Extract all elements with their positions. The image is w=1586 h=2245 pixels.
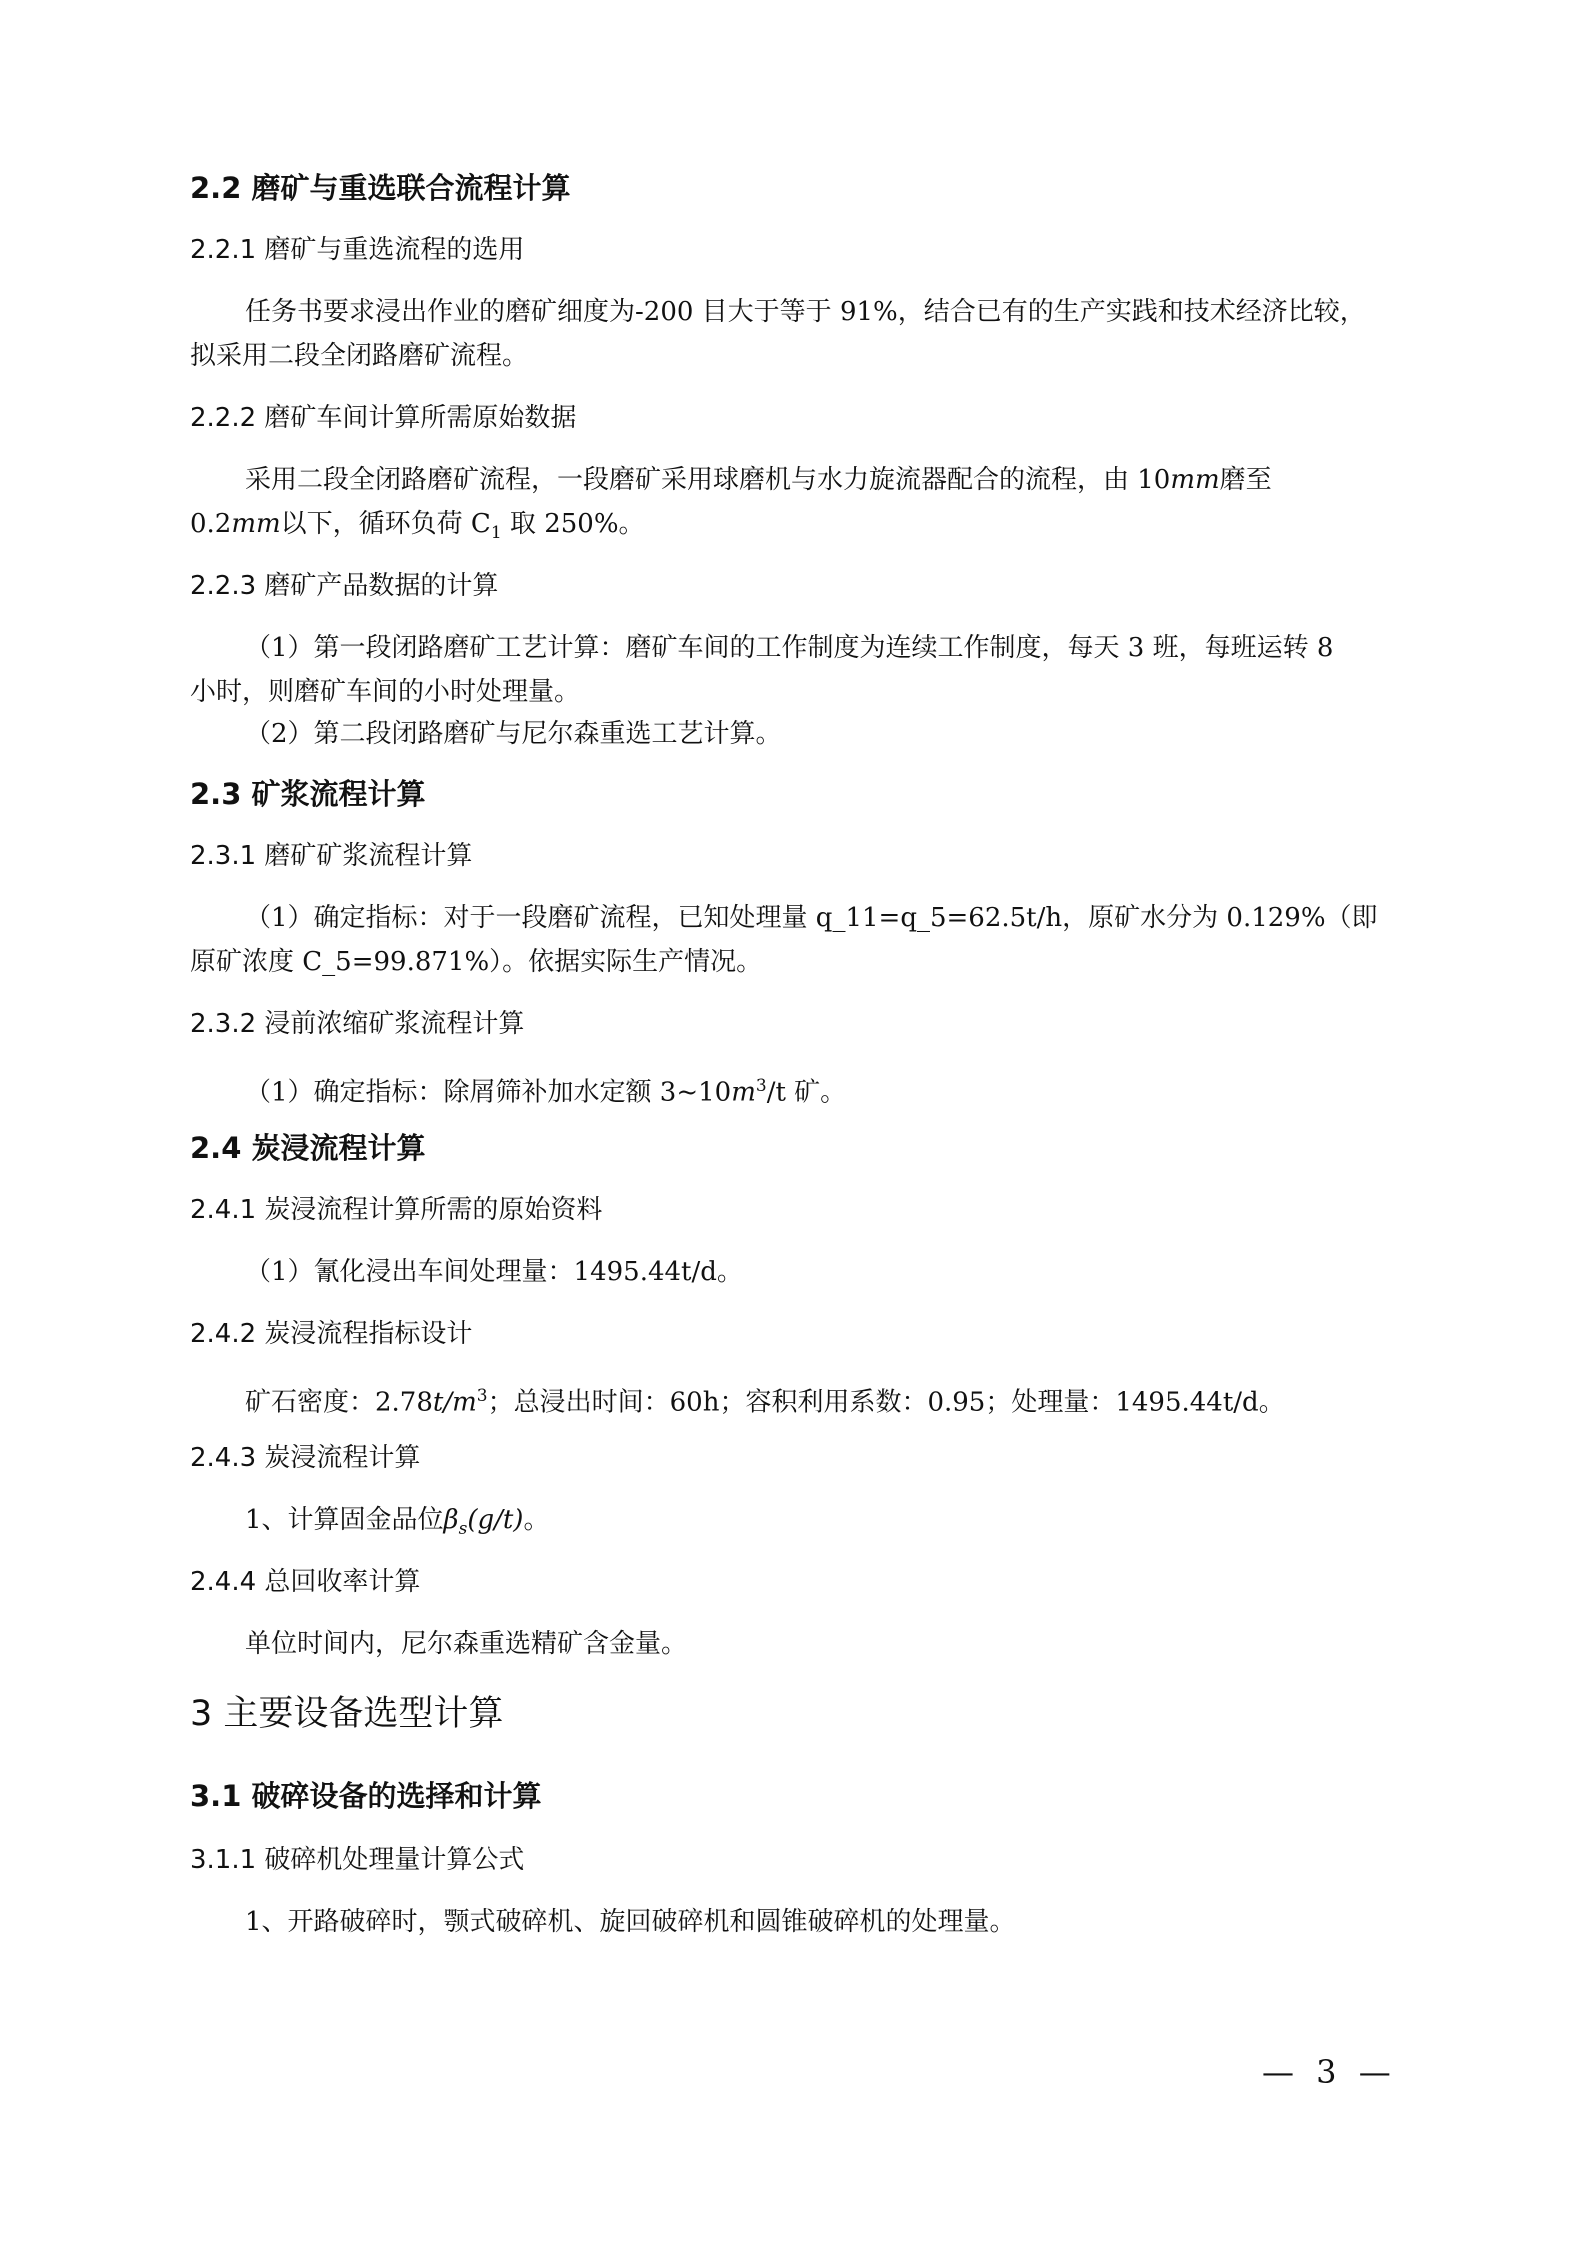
list-item-line2: 原矿浓度 C_5=99.871%）。依据实际生产情况。 (190, 947, 763, 977)
paragraph-2-2-2-line1 (245, 458, 1272, 502)
paragraph-2-2-1-line1: 任务书要求浸出作业的磨矿细度为-200 目大于等于 91%，结合已有的生产实践和技术经济比较， (245, 297, 1366, 327)
list-item: （1）氰化浸出车间处理量：1495.44t/d。 (245, 1257, 743, 1287)
list-item: 1、开路破碎时，颚式破碎机、旋回破碎机和圆锥破碎机的处理量。 (245, 1907, 1016, 1937)
subscript: 1 (490, 523, 502, 544)
text-segment: 采用二段全闭路磨矿流程，一段磨矿采用球磨机与水力旋流器配合的流程，由 10 (245, 465, 1171, 495)
text-segment: 0.2 (190, 509, 232, 539)
heading-2-3: 2.3 矿浆流程计算 (190, 777, 426, 811)
text-segment: 取 250%。 (501, 509, 645, 539)
text-segment: /t 矿。 (766, 1077, 847, 1108)
text-segment: 以下，循环负荷 C (280, 509, 491, 539)
text-segment: （1）确定指标：除屑筛补加水定额 3~10 (245, 1077, 732, 1108)
text-segment: 。 (523, 1505, 550, 1535)
list-item: （2）第二段闭路磨矿与尼尔森重选工艺计算。 (245, 719, 782, 749)
heading-2-2: 2.2 磨矿与重选联合流程计算 (190, 171, 571, 205)
list-item (245, 1498, 549, 1551)
list-item-line1: （1）第一段闭路磨矿工艺计算：磨矿车间的工作制度为连续工作制度，每天 3 班，每班运转 8 (245, 633, 1334, 663)
heading-2-4-3: 2.4.3 炭浸流程计算 (190, 1443, 421, 1473)
heading-2-4-1: 2.4.1 炭浸流程计算所需的原始资料 (190, 1195, 603, 1225)
text-segment: 矿石密度：2.78 (245, 1387, 433, 1418)
unit-g-per-t: (g/t) (467, 1505, 524, 1535)
text-segment: 磨至 (1219, 465, 1272, 495)
heading-3-1-1: 3.1.1 破碎机处理量计算公式 (190, 1845, 525, 1875)
symbol-beta: β (443, 1505, 459, 1535)
paragraph-2-2-2-line2 (190, 502, 645, 555)
heading-3-1: 3.1 破碎设备的选择和计算 (190, 1779, 542, 1813)
heading-3: 3 主要设备选型计算 (190, 1694, 504, 1734)
unit-mm: mm (231, 509, 281, 539)
list-item-line1: （1）确定指标：对于一段磨矿流程，已知处理量 q_11=q_5=62.5t/h，原矿水分为 0.129%（即 (245, 903, 1378, 933)
page-number: — 3 — (1262, 2053, 1397, 2091)
unit-mm: mm (1170, 465, 1220, 495)
text-segment: 1、计算固金品位 (245, 1505, 444, 1535)
superscript: 3 (755, 1076, 767, 1096)
heading-2-4-4: 2.4.4 总回收率计算 (190, 1567, 421, 1597)
heading-2-3-2: 2.3.2 浸前浓缩矿浆流程计算 (190, 1009, 525, 1039)
heading-2-2-2: 2.2.2 磨矿车间计算所需原始数据 (190, 403, 577, 433)
subscript: s (458, 1519, 468, 1540)
list-item-line2: 小时，则磨矿车间的小时处理量。 (190, 677, 581, 707)
heading-2-4: 2.4 炭浸流程计算 (190, 1131, 426, 1165)
list-item (245, 1064, 846, 1115)
heading-2-2-1: 2.2.1 磨矿与重选流程的选用 (190, 235, 525, 265)
heading-2-3-1: 2.3.1 磨矿矿浆流程计算 (190, 841, 473, 871)
unit-m: m (731, 1077, 756, 1108)
unit-t-per-m: t/m (432, 1387, 477, 1418)
paragraph-2-4-4: 单位时间内，尼尔森重选精矿含金量。 (245, 1629, 688, 1659)
text-segment: ；总浸出时间：60h；容积利用系数：0.95；处理量：1495.44t/d。 (487, 1387, 1285, 1418)
paragraph-2-4-2 (245, 1374, 1285, 1425)
heading-2-2-3: 2.2.3 磨矿产品数据的计算 (190, 571, 499, 601)
heading-2-4-2: 2.4.2 炭浸流程指标设计 (190, 1319, 473, 1349)
paragraph-2-2-1-line2: 拟采用二段全闭路磨矿流程。 (190, 341, 529, 371)
superscript: 3 (476, 1386, 488, 1406)
